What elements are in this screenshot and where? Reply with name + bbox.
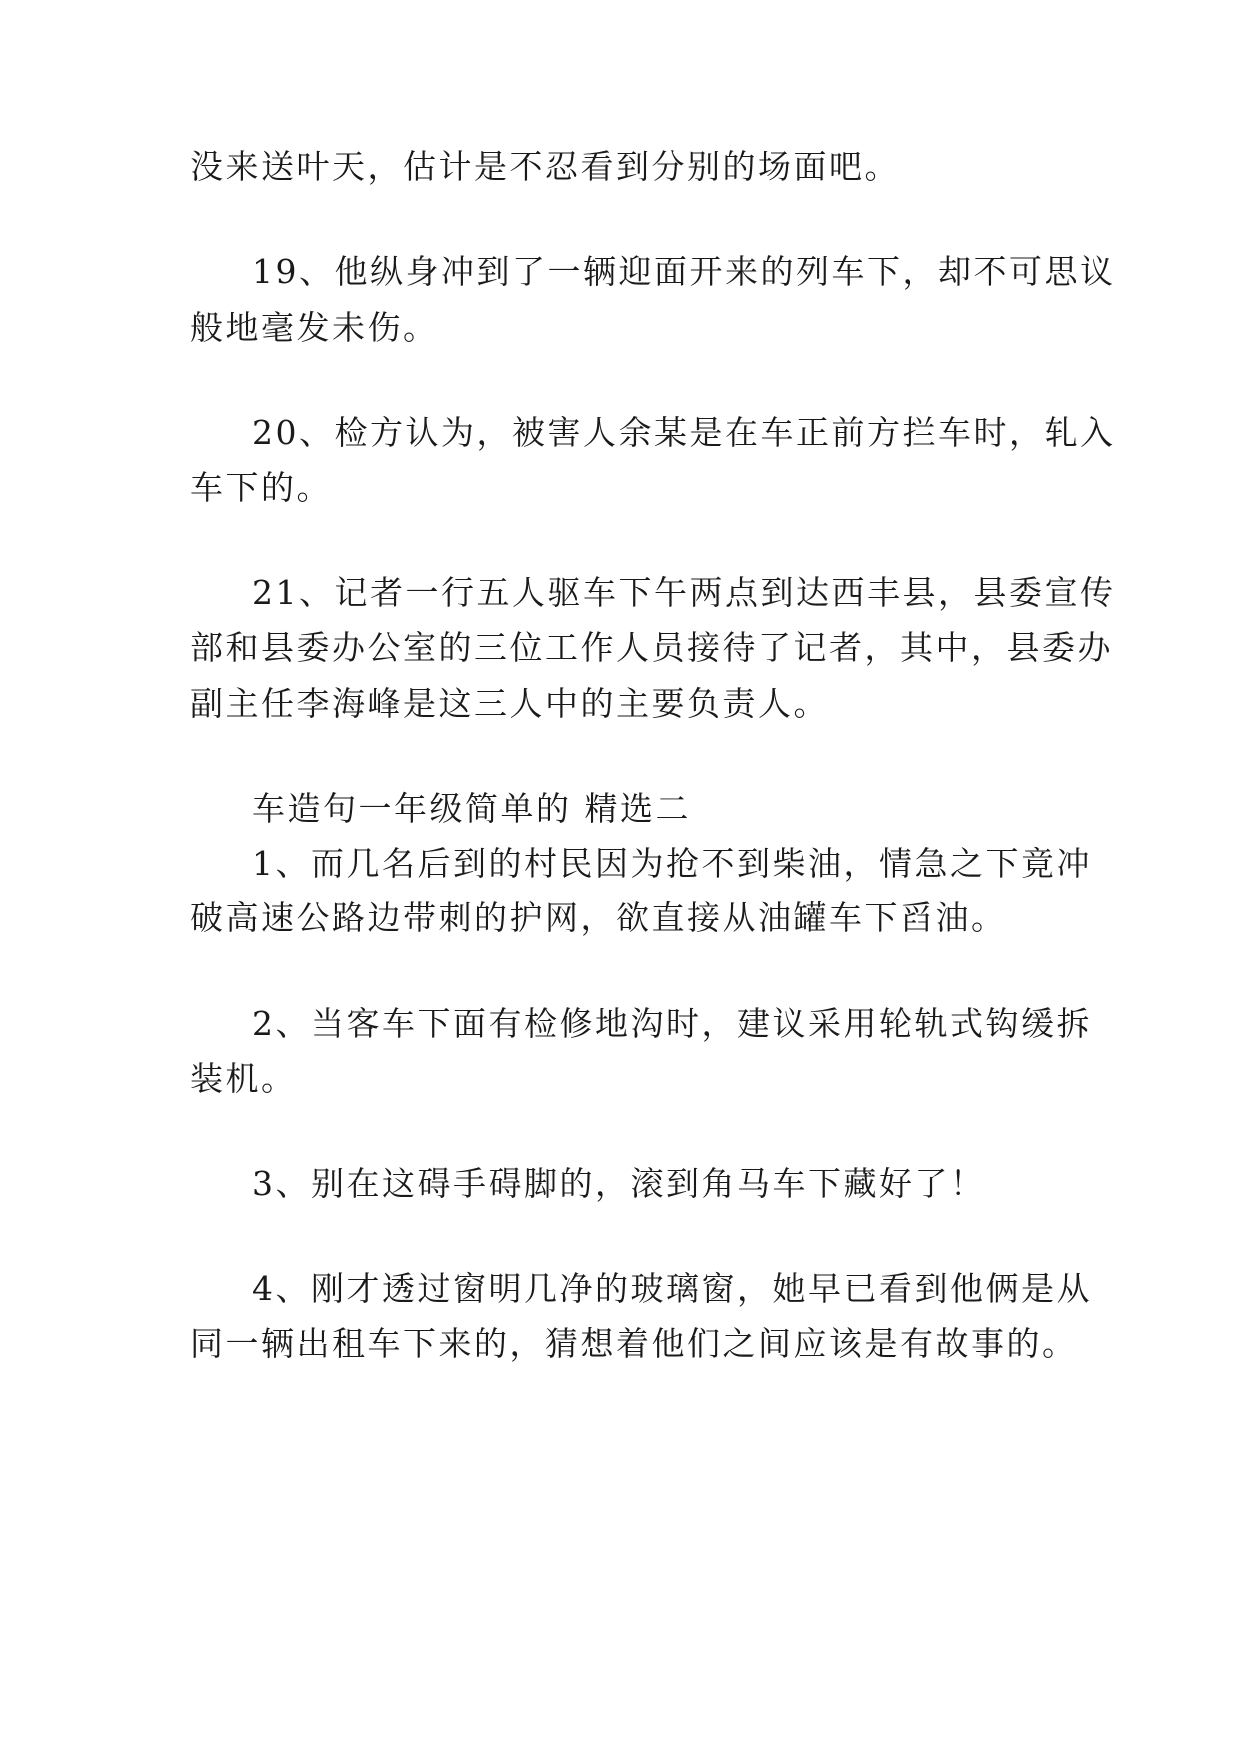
item-19-line-2: 般地毫发未伤。 bbox=[190, 308, 439, 347]
item-1-line-2: 破高速公路边带刺的护网，欲直接从油罐车下舀油。 bbox=[190, 898, 1007, 937]
text-line: 没来送叶天，估计是不忍看到分别的场面吧。 bbox=[190, 147, 900, 186]
item-21-line-3: 副主任李海峰是这三人中的主要负责人。 bbox=[190, 684, 829, 723]
item-21-line-2: 部和县委办公室的三位工作人员接待了记者，其中，县委办 bbox=[190, 628, 1113, 667]
item-20-line-2: 车下的。 bbox=[190, 468, 332, 507]
item-2-line-2: 装机。 bbox=[190, 1059, 297, 1098]
item-19-line-1: 19、他纵身冲到了一辆迎面开来的列车下，却不可思议 bbox=[252, 252, 1116, 291]
item-1-line-1: 1、而几名后到的村民因为抢不到柴油，情急之下竟冲 bbox=[252, 844, 1092, 883]
item-4-line-2: 同一辆出租车下来的，猜想着他们之间应该是有故事的。 bbox=[190, 1324, 1078, 1363]
item-4-line-1: 4、刚才透过窗明几净的玻璃窗，她早已看到他俩是从 bbox=[252, 1269, 1092, 1308]
item-2-line-1: 2、当客车下面有检修地沟时，建议采用轮轨式钩缓拆 bbox=[252, 1004, 1092, 1043]
item-21-line-1: 21、记者一行五人驱车下午两点到达西丰县，县委宣传 bbox=[252, 573, 1116, 612]
section-heading: 车造句一年级简单的 精选二 bbox=[252, 789, 691, 828]
item-3-line-1: 3、别在这碍手碍脚的，滚到角马车下藏好了！ bbox=[252, 1164, 986, 1203]
item-20-line-1: 20、检方认为，被害人余某是在车正前方拦车时，轧入 bbox=[252, 413, 1116, 452]
